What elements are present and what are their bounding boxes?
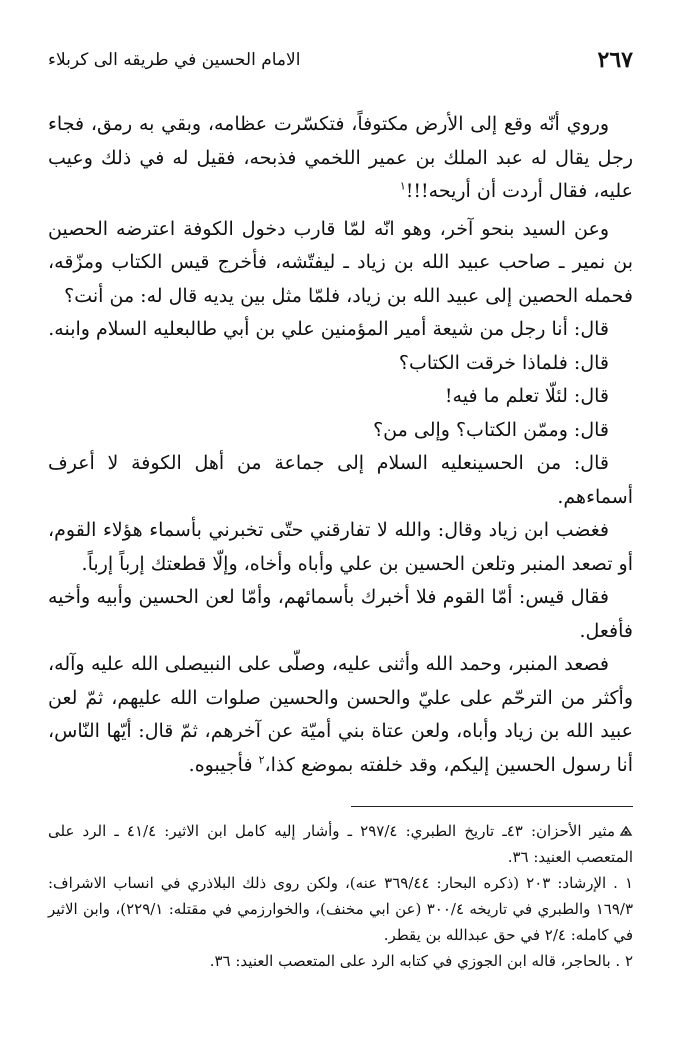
dialogue-line-4: قال: وممّن الكتاب؟ وإلى من؟ [373, 418, 609, 441]
main-text [48, 108, 633, 782]
footnote-separator [351, 806, 633, 807]
paragraph-5-text: فصعد المنبر، وحمد الله وأثنى عليه، وصلّى على النبيصلى الله عليه وآله، وأكثر من الترحّم على عليّ والحسن والحسين صلوات الله عليهم، ثمّ لعن عبيد الله بن زياد وأباه، ولعن عتاة بني أميّة عن آخرهم، ثمّ قال: أيّها النّاس، أنا رسول الحسين إليكم، وقد خلفته بموضع كذا، [48, 653, 633, 776]
footnote-1: ١ . الإرشاد: ٢٠٣ (ذكره البحار: ٣٦٩/٤٤ عنه)، ولكن روى ذلك البلاذري في انساب الاشراف: ١٦٩/٣ والطبري في تاريخه ٣٠٠/٤ (عن ابي مخنف)، والخوارزمي في مقتله: ٢٢٩/١)، وابن الاثير في كامله: ٢/٤ في حق عبدالله بن يقطر. [48, 874, 634, 944]
footnote-source-text: مثير الأحزان: ٤٣ـ تاريخ الطبري: ٢٩٧/٤ ـ وأشار إليه كامل ابن الاثير: ٤١/٤ ـ الرد على المتعصب العنيد: ٣٦. [48, 822, 633, 866]
footnote-source [48, 818, 633, 870]
running-title: الامام الحسين في طريقه الى كربلاء [48, 50, 301, 70]
footnotes [48, 818, 633, 974]
page-header [48, 46, 633, 74]
dialogue-line-3: قال: لئلّا تعلم ما فيه! [444, 385, 609, 407]
dialogue-line-2: قال: فلماذا خرقت الكتاب؟ [398, 351, 609, 374]
footnote-ref-2: ٢ [258, 753, 265, 767]
paragraph-5 [48, 648, 633, 782]
dialogue-line-1: قال: أنا رجل من شيعة أمير المؤمنين علي بن أبي طالبعليه السلام وابنه. [48, 318, 609, 340]
paragraph-5-end: فأجيبوه. [188, 753, 253, 776]
paragraph-3: فغضب ابن زياد وقال: والله لا تفارقني حتّى تخبرني بأسماء هؤلاء القوم، أو تصعد المنبر وتلعن الحسين بن علي وأباه وأخاه، وإلّا قطعتك إرباً إرباً. [48, 519, 633, 575]
paragraph-1 [48, 108, 633, 209]
footnote-ref-1: ١ [399, 179, 406, 193]
footnote-2: ٢ . بالحاجر، قاله ابن الجوزي في كتابه الرد على المتعصب العنيد: ٣٦. [209, 952, 633, 970]
paragraph-1-text: وروي أنّه وقع إلى الأرض مكتوفاً، فتكسّرت عظامه، وبقي به رمق، فجاء رجل يقال له عبد الملك بن عمير اللخمي فذبحه، فقيل له في ذلك وعيب عليه، فقال أردت أن أريحه!!! [48, 113, 633, 202]
paragraph-2: وعن السيد بنحو آخر، وهو انّه لمّا قارب دخول الكوفة اعترضه الحصين بن نمير ـ صاحب عبيد الله بن زياد ـ ليفتّشه، فأخرج قيس الكتاب ومزّقه، فحمله الحصين إلى عبيد الله بن زياد، فلمّا مثل بين يديه قال له: من أنت؟ [48, 217, 633, 307]
page-number: ٢٦٧ [597, 47, 633, 73]
source-marker-icon [619, 824, 633, 838]
paragraph-4: فقال قيس: أمّا القوم فلا أخبرك بأسمائهم، وأمّا لعن الحسين وأبيه وأخيه فأفعل. [48, 586, 633, 642]
dialogue-line-5: قال: من الحسينعليه السلام إلى جماعة من أهل الكوفة لا أعرف أسماءهم. [48, 452, 633, 508]
